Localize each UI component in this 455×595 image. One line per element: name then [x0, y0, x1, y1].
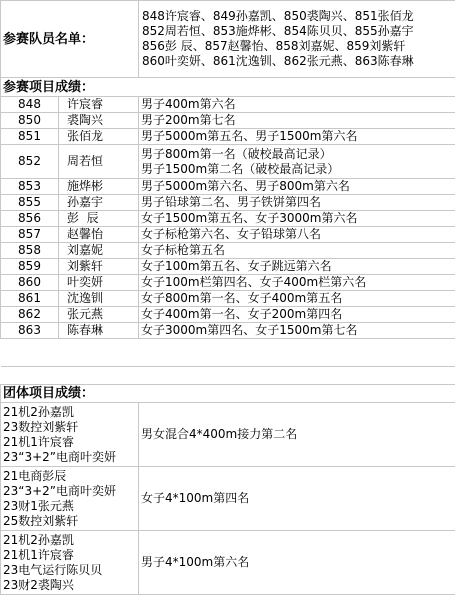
athlete-number: 859 [1, 259, 59, 275]
result-row [1, 145, 455, 179]
team-result-row [1, 531, 455, 595]
athlete-number: 858 [1, 243, 59, 259]
athlete-results [139, 179, 455, 195]
roster-label: 参赛队员名单： [1, 1, 139, 78]
result-line: 男子200m第七名 [141, 113, 455, 128]
athlete-number: 862 [1, 307, 59, 323]
individual-results-table [0, 77, 455, 339]
athlete-number: 860 [1, 275, 59, 291]
athlete-results [139, 113, 455, 129]
team-results-table [0, 366, 455, 595]
result-row [1, 195, 455, 211]
individual-section-label: 参赛项目成绩： [1, 78, 455, 97]
result-row [1, 307, 455, 323]
result-line: 男子400m第六名 [141, 97, 455, 112]
athlete-results [139, 275, 455, 291]
result-line: 男子800m第一名（破校最高记录） [141, 147, 455, 162]
result-line: 女子3000m第四名、女子1500m第七名 [141, 323, 455, 338]
team-member: 23电气运行陈贝贝 [3, 563, 138, 578]
athlete-name: 裘陶兴 [59, 113, 139, 129]
result-line: 女子800m第一名、女子400m第五名 [141, 291, 455, 306]
result-row [1, 97, 455, 113]
result-line: 男子1500m第二名（破校最高记录） [141, 162, 455, 177]
team-members [1, 403, 139, 467]
athlete-number: 852 [1, 145, 59, 179]
athlete-results [139, 227, 455, 243]
result-row [1, 227, 455, 243]
team-section-label: 团体项目成绩： [1, 385, 455, 403]
athlete-name: 彭 辰 [59, 211, 139, 227]
team-member: 23财2裘陶兴 [3, 578, 138, 593]
athlete-name: 孙嘉宇 [59, 195, 139, 211]
athlete-name: 沈逸钏 [59, 291, 139, 307]
athlete-name: 施烨彬 [59, 179, 139, 195]
roster-table [0, 0, 455, 78]
athlete-results [139, 291, 455, 307]
result-row [1, 211, 455, 227]
athlete-name: 张元燕 [59, 307, 139, 323]
athlete-results [139, 129, 455, 145]
team-member: 21机2孙嘉凯 [3, 533, 138, 548]
result-line: 男子5000m第五名、男子1500m第六名 [141, 129, 455, 144]
athlete-number: 861 [1, 291, 59, 307]
team-members [1, 531, 139, 595]
athlete-name: 刘嘉妮 [59, 243, 139, 259]
team-member: 25数控刘紫轩 [3, 514, 138, 529]
roster-names [139, 1, 455, 78]
roster-line: 856彭 辰、857赵馨怡、858刘嘉妮、859刘紫轩 [142, 39, 455, 54]
athlete-number: 856 [1, 211, 59, 227]
team-member: 23数控刘紫轩 [3, 420, 138, 435]
athlete-name: 周若恒 [59, 145, 139, 179]
athlete-results [139, 307, 455, 323]
result-row [1, 113, 455, 129]
athlete-number: 857 [1, 227, 59, 243]
athlete-name: 赵馨怡 [59, 227, 139, 243]
team-member: 23“3+2”电商叶奕妍 [3, 450, 138, 465]
team-member: 21机1许宸睿 [3, 548, 138, 563]
result-row [1, 323, 455, 339]
result-line: 女子标枪第五名 [141, 243, 455, 258]
athlete-number: 855 [1, 195, 59, 211]
team-result-row [1, 467, 455, 531]
result-line: 女子1500m第五名、女子3000m第六名 [141, 211, 455, 226]
athlete-results [139, 211, 455, 227]
team-member: 23财1张元燕 [3, 499, 138, 514]
result-row [1, 179, 455, 195]
team-member: 21机2孙嘉凯 [3, 405, 138, 420]
athlete-name: 张佰龙 [59, 129, 139, 145]
result-line: 女子100m第五名、女子跳远第六名 [141, 259, 455, 274]
result-line: 女子400m第一名、女子200m第四名 [141, 307, 455, 322]
athlete-number: 853 [1, 179, 59, 195]
athlete-number: 850 [1, 113, 59, 129]
team-member: 21机1许宸睿 [3, 435, 138, 450]
team-result: 男女混合4*400m接力第二名 [139, 403, 455, 467]
athlete-name: 许宸睿 [59, 97, 139, 113]
result-row [1, 243, 455, 259]
athlete-results [139, 259, 455, 275]
result-row [1, 129, 455, 145]
athlete-name: 刘紫轩 [59, 259, 139, 275]
athlete-results [139, 145, 455, 179]
athlete-number: 848 [1, 97, 59, 113]
athlete-results [139, 243, 455, 259]
result-line: 女子标枪第六名、女子铅球第八名 [141, 227, 455, 242]
team-member: 21电商彭辰 [3, 469, 138, 484]
athlete-number: 863 [1, 323, 59, 339]
roster-line: 852周若恒、853施烨彬、854陈贝贝、855孙嘉宇 [142, 24, 455, 39]
team-result-row [1, 403, 455, 467]
result-row [1, 291, 455, 307]
team-members [1, 467, 139, 531]
result-row [1, 259, 455, 275]
result-row [1, 275, 455, 291]
roster-line: 848许宸睿、849孙嘉凯、850裘陶兴、851张佰龙 [142, 9, 455, 24]
roster-line: 860叶奕妍、861沈逸钏、862张元燕、863陈春琳 [142, 54, 455, 69]
athlete-results [139, 97, 455, 113]
result-line: 男子铅球第二名、男子铁饼第四名 [141, 195, 455, 210]
result-line: 男子5000m第六名、男子800m第六名 [141, 179, 455, 194]
athlete-results [139, 195, 455, 211]
result-line: 女子100m栏第四名、女子400m栏第六名 [141, 275, 455, 290]
athlete-name: 叶奕妍 [59, 275, 139, 291]
athlete-name: 陈春琳 [59, 323, 139, 339]
athlete-number: 851 [1, 129, 59, 145]
team-member: 23“3+2”电商叶奕妍 [3, 484, 138, 499]
team-result: 男子4*100m第六名 [139, 531, 455, 595]
team-result: 女子4*100m第四名 [139, 467, 455, 531]
athlete-results [139, 323, 455, 339]
spacer-row [1, 367, 455, 385]
